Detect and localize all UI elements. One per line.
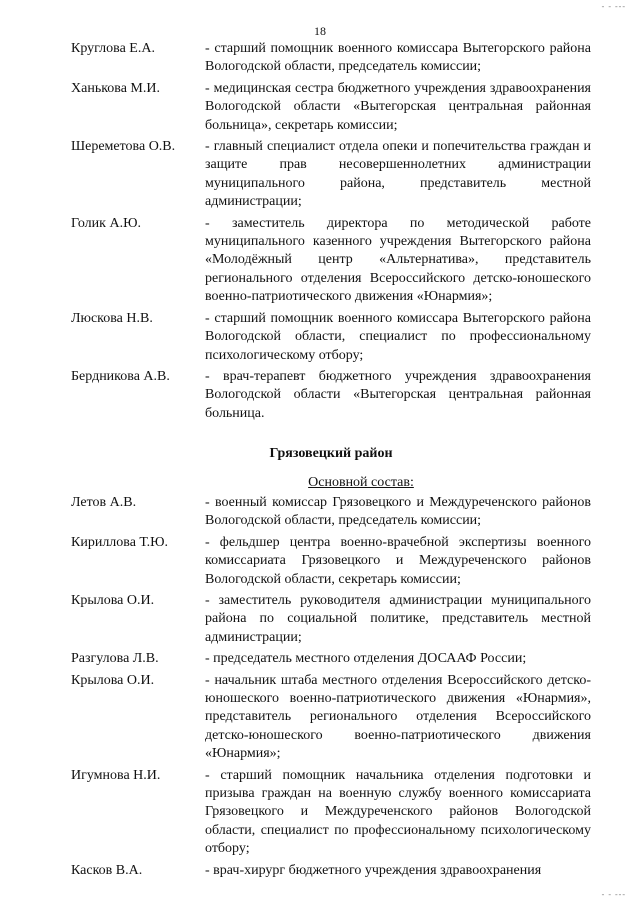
member-role: - председатель местного отделения ДОСААФ России; bbox=[205, 651, 527, 667]
member-entry bbox=[71, 40, 591, 77]
member-role: - старший помощник начальника отделения подготовки и призыва граждан на военную службу военного комиссариата Грязовецкого и Междуреченского районов Вологодской области, специалист по профессиональному психологическому отбору; bbox=[205, 767, 591, 857]
member-entry bbox=[71, 138, 591, 212]
member-name: Бердникова А.В. bbox=[71, 368, 170, 384]
commission-list-vytegra bbox=[71, 40, 591, 423]
member-entry bbox=[71, 862, 591, 880]
member-role: - медицинская сестра бюджетного учреждения здравоохранения Вологодской области «Вытегорская центральная районная больница», секретарь комиссии; bbox=[205, 80, 591, 133]
member-entry bbox=[71, 534, 591, 589]
member-entry bbox=[71, 767, 591, 859]
member-entry bbox=[71, 310, 591, 365]
member-name: Игумнова Н.И. bbox=[71, 767, 161, 783]
member-role: - врач-терапевт бюджетного учреждения здравоохранения Вологодской области «Вытегорская центральная районная больница. bbox=[205, 368, 591, 421]
section-subtitle: Основной состав: bbox=[308, 474, 414, 490]
document-content bbox=[71, 40, 591, 883]
member-name: Разгулова Л.В. bbox=[71, 651, 159, 667]
member-role: - старший помощник военного комиссара Вытегорского района Вологодской области, председатель комиссии; bbox=[205, 41, 591, 75]
member-role: - фельдшер центра военно-врачебной экспертизы военного комиссариата Грязовецкого и Междуреченского районов Вологодской области, секретарь комиссии; bbox=[205, 534, 591, 587]
member-role: - заместитель руководителя администрации муниципального района по социальной политике, представитель местной администрации; bbox=[205, 592, 591, 645]
member-name: Кириллова Т.Ю. bbox=[71, 534, 168, 550]
member-entry bbox=[71, 592, 591, 647]
member-role: - главный специалист отдела опеки и попечительства граждан и защите прав несовершеннолетних администрации муниципального района, представитель местной администрации; bbox=[205, 139, 591, 210]
member-entry bbox=[71, 672, 591, 764]
member-entry bbox=[71, 368, 591, 423]
page-number: 18 bbox=[314, 24, 326, 38]
member-entry bbox=[71, 650, 591, 668]
member-role: - начальник штаба местного отделения Всероссийского детско-юношеского военно-патриотического движения «Юнармия», представитель регионального отделения Всероссийского детско-юношеского военно-патриотического движения «Юнармия»; bbox=[205, 672, 591, 762]
member-name: Крылова О.И. bbox=[71, 672, 155, 688]
corner-mark-bottom: - - --- bbox=[601, 890, 626, 899]
member-role: - заместитель директора по методической работе муниципального казенного учреждения Вытегорского района «Молодёжный центр «Альтернатива», представитель регионального отделения Всероссийского детско-юношеского военно-патриотического движения «Юнармия»; bbox=[205, 215, 591, 305]
member-name: Ханькова М.И. bbox=[71, 80, 160, 96]
member-name: Крылова О.И. bbox=[71, 592, 155, 608]
member-role: - старший помощник военного комиссара Вытегорского района Вологодской области, специалист по профессиональному психологическому отбору; bbox=[205, 310, 591, 363]
corner-mark-top: - - --- bbox=[601, 2, 626, 11]
commission-list-gryazovets bbox=[71, 494, 591, 880]
member-entry bbox=[71, 215, 591, 307]
section-title: Грязовецкий район bbox=[269, 446, 393, 462]
member-role: - врач-хирург бюджетного учреждения здравоохранения bbox=[205, 862, 542, 878]
member-name: Круглова Е.А. bbox=[71, 41, 155, 56]
member-role: - военный комиссар Грязовецкого и Междуреченского районов Вологодской области, председатель комиссии; bbox=[205, 494, 591, 529]
member-entry bbox=[71, 494, 591, 531]
member-name: Люскова Н.В. bbox=[71, 310, 153, 326]
member-entry bbox=[71, 80, 591, 135]
member-name: Шереметова О.В. bbox=[71, 139, 176, 155]
member-name: Голик А.Ю. bbox=[71, 215, 141, 231]
member-name: Касков В.А. bbox=[71, 862, 143, 878]
member-name: Летов А.В. bbox=[71, 494, 137, 510]
